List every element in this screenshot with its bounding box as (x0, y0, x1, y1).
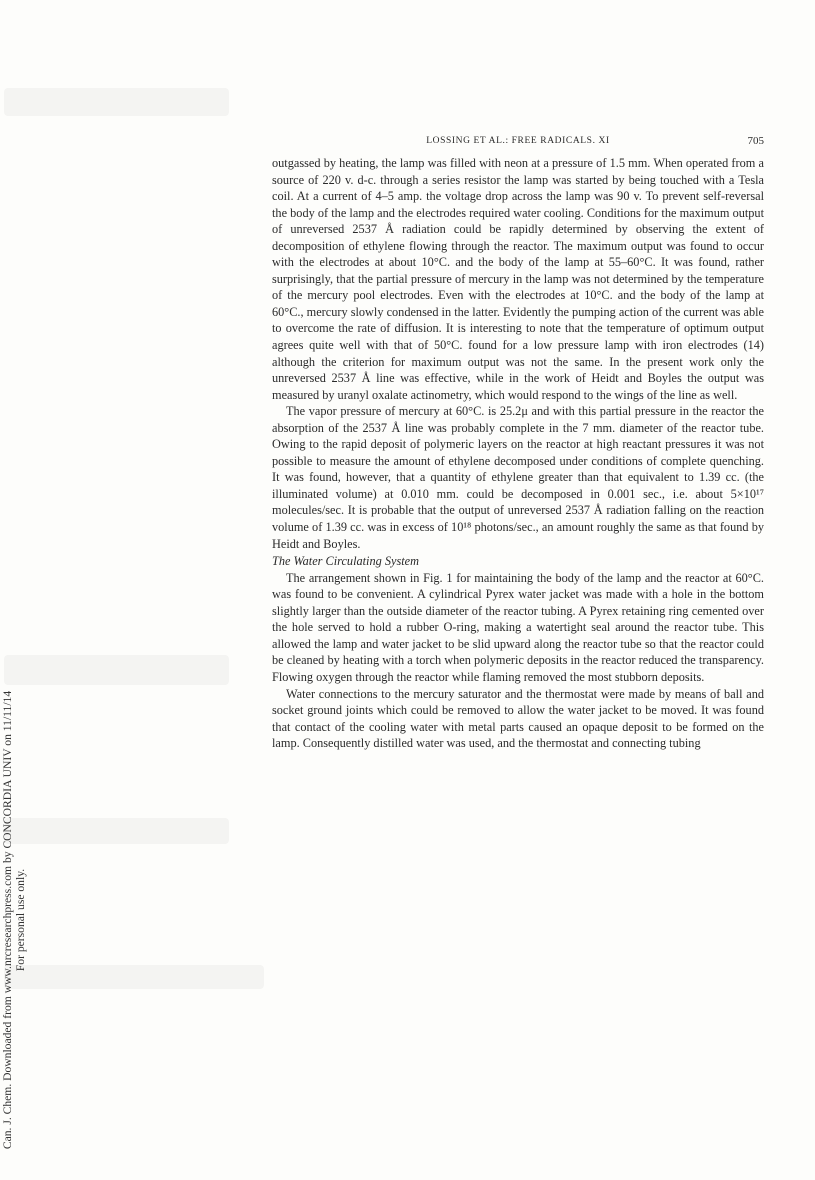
section-heading: The Water Circulating System (272, 554, 419, 569)
body-paragraph: The vapor pressure of mercury at 60°C. is 25.2μ and with this partial pressure in the reactor the absorption of the 2537 Å line was probably complete in the 7 mm. diameter of the reactor tube. Owing to the rapid deposit of polymeric layers on the reactor at high reactant pressures it was not possible to measure the amount of ethylene decomposed under conditions of complete quenching. It was found, however, that a quantity of ethylene greater than that equivalent to 1.39 cc. (the illuminated volume) at 0.010 mm. could be decomposed in 0.001 sec., i.e. about 5×10¹⁷ molecules/sec. It is probable that the output of unreversed 2537 Å radiation falling on the reaction volume of 1.39 cc. was in excess of 10¹⁸ photons/sec., an amount roughly the same as that found by Heidt and Boyles. (272, 404, 764, 551)
scan-smudge (4, 88, 229, 116)
watermark-line-1: Can. J. Chem. Downloaded from www.nrcresearchpress.com by CONCORDIA UNIV on 11/11/14 (1, 690, 14, 1150)
running-head-title: LOSSING ET AL.: FREE RADICALS. XI (426, 136, 610, 146)
article-body (272, 155, 764, 752)
page-number: 705 (747, 135, 764, 147)
body-paragraph: Water connections to the mercury saturator and the thermostat were made by means of ball and socket ground joints which could be removed to allow the water jacket to be moved. It was found that contact of the cooling water with metal parts caused an opaque deposit to be formed on the lamp. Consequently distilled water was used, and the thermostat and connecting tubing (272, 686, 764, 751)
download-watermark-text (2, 660, 27, 1180)
download-watermark (1, 165, 40, 1150)
running-head (272, 136, 764, 150)
watermark-line-2: For personal use only. (13, 868, 27, 972)
body-paragraph: The arrangement shown in Fig. 1 for maintaining the body of the lamp and the reactor at 60°C. was found to be convenient. A cylindrical Pyrex water jacket was made with a hole in the bottom slightly larger than the outside diameter of the reactor tubing. A Pyrex retaining ring cemented over the hole served to hold a rubber O-ring, making a watertight seal around the reactor tube. This allowed the lamp and water jacket to be slid upward along the reactor tube so that the reactor could be cleaned by heating with a torch when polymeric deposits in the reactor reduced the transparency. Flowing oxygen through the reactor while flaming removed the most stubborn deposits. (272, 570, 764, 684)
scan-smudge (4, 965, 264, 989)
scan-smudge (4, 818, 229, 844)
body-paragraph: outgassed by heating, the lamp was filled with neon at a pressure of 1.5 mm. When operated from a source of 220 v. d-c. through a series resistor the lamp was started by being touched with a Tesla coil. At a current of 4–5 amp. the voltage drop across the lamp was 90 v. To prevent self-reversal the body of the lamp and the electrodes required water cooling. Conditions for the maximum output of unreversed 2537 Å radiation could be rapidly determined by observing the extent of decomposition of ethylene flowing through the reactor. The maximum output was found to occur with the electrodes at about 10°C. and the body of the lamp at 55–60°C. It was found, rather surprisingly, that the partial pressure of mercury in the lamp was not determined by the temperature of the mercury pool electrodes. Even with the electrodes at 10°C. and the body of the lamp at 60°C., mercury slowly condensed in the latter. Evidently the pumping action of the current was able to overcome the rate of diffusion. It is interesting to note that the temperature of optimum output agrees quite well with that of 50°C. found for a low pressure lamp with iron electrodes (14) although the criterion for maximum output was not the same. In the present work only the unreversed 2537 Å line was effective, while in the work of Heidt and Boyles the output was measured by uranyl oxalate actinometry, which would respond to the wings of the line as well. (272, 156, 764, 402)
